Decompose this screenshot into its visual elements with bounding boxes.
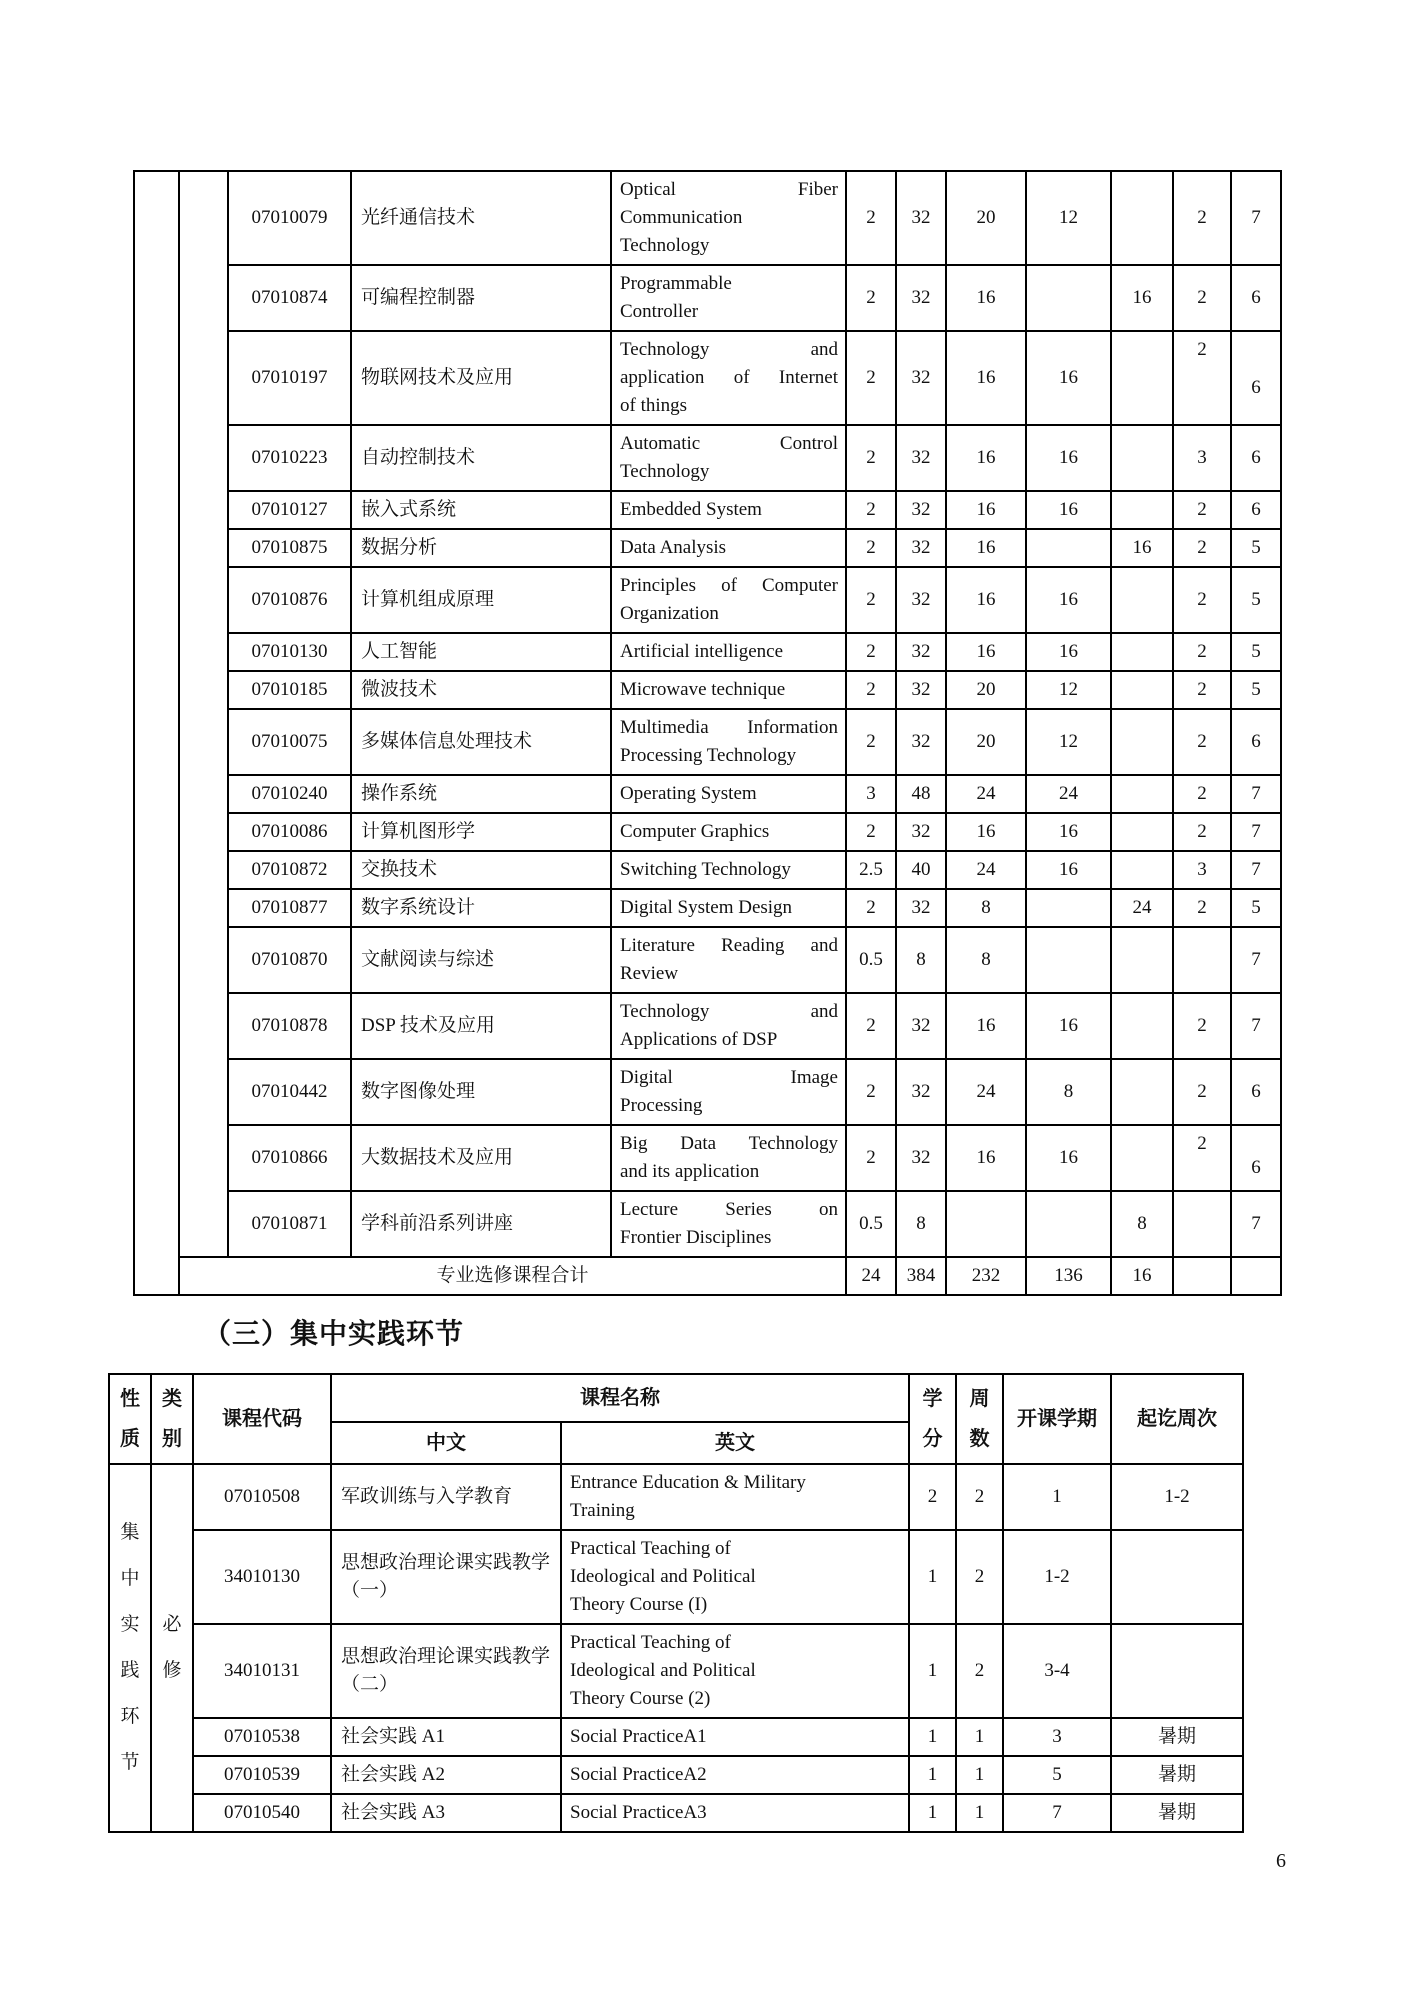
semester-cell: 7 [1003, 1794, 1111, 1832]
course-code-cell: 34010131 [193, 1624, 331, 1718]
computer-hours-cell [1111, 993, 1173, 1059]
weekly-hours-cell: 2 [1173, 1059, 1231, 1125]
semester-cell: 5 [1231, 671, 1281, 709]
lecture-hours-cell: 24 [946, 775, 1026, 813]
practice-table-wrapper [108, 1373, 1244, 1833]
lecture-hours-cell: 16 [946, 529, 1026, 567]
course-code-cell: 07010442 [228, 1059, 351, 1125]
weekly-hours-cell: 2 [1173, 529, 1231, 567]
nature-column-cell: 集中实践环节 [109, 1464, 151, 1832]
course-name-zh-cell: 可编程控制器 [351, 265, 611, 331]
table-row [134, 889, 1281, 927]
total-hours-cell: 40 [896, 851, 946, 889]
weekly-hours-cell: 2 [1173, 171, 1231, 265]
col-course-name-header: 课程名称 [331, 1374, 909, 1422]
semester-cell: 6 [1231, 491, 1281, 529]
table-row [109, 1718, 1243, 1756]
experiment-hours-cell [1026, 927, 1111, 993]
course-name-en-cell: Big Data Technology and its application [611, 1125, 846, 1191]
total-hours-cell: 8 [896, 927, 946, 993]
total-hours-cell: 32 [896, 889, 946, 927]
elective-courses-table [133, 170, 1282, 1296]
lecture-hours-cell: 24 [946, 1059, 1026, 1125]
course-name-en-cell: Practical Teaching of Ideological and Political Theory Course (2) [561, 1624, 909, 1718]
course-name-zh-cell: 计算机组成原理 [351, 567, 611, 633]
credit-cell: 2 [846, 1059, 896, 1125]
course-name-zh-cell: 嵌入式系统 [351, 491, 611, 529]
weekly-hours-cell: 2 [1173, 889, 1231, 927]
computer-hours-cell [1111, 927, 1173, 993]
col-weeks-header: 周数 [956, 1374, 1003, 1464]
weekly-hours-cell: 2 [1173, 567, 1231, 633]
lecture-hours-cell: 24 [946, 851, 1026, 889]
credit-cell: 2 [846, 633, 896, 671]
course-name-en-cell: Digital System Design [611, 889, 846, 927]
semester-cell: 7 [1231, 927, 1281, 993]
computer-hours-cell: 8 [1111, 1191, 1173, 1257]
credit-cell: 0.5 [846, 1191, 896, 1257]
computer-hours-cell [1111, 851, 1173, 889]
course-name-zh-cell: 数字系统设计 [351, 889, 611, 927]
computer-hours-cell: 16 [1111, 529, 1173, 567]
course-code-cell: 07010086 [228, 813, 351, 851]
experiment-hours-cell: 16 [1026, 813, 1111, 851]
credit-cell: 2 [846, 993, 896, 1059]
course-name-zh-cell: 数据分析 [351, 529, 611, 567]
computer-hours-cell [1111, 1125, 1173, 1191]
practice-table [108, 1373, 1244, 1833]
col-credit-header: 学分 [909, 1374, 956, 1464]
course-code-cell: 07010876 [228, 567, 351, 633]
course-name-en-cell: Computer Graphics [611, 813, 846, 851]
section-title: （三）集中实践环节 [203, 1319, 465, 1350]
course-name-en-cell: Entrance Education & Military Training [561, 1464, 909, 1530]
weekrange-cell [1111, 1624, 1243, 1718]
table-row [134, 813, 1281, 851]
credit-cell: 2.5 [846, 851, 896, 889]
course-name-zh-cell: 社会实践 A2 [331, 1756, 561, 1794]
category-column-cell [179, 171, 228, 1257]
lecture-hours-cell: 16 [946, 567, 1026, 633]
lecture-hours-cell: 16 [946, 633, 1026, 671]
lecture-hours-cell: 20 [946, 671, 1026, 709]
credit-cell: 2 [846, 491, 896, 529]
course-name-zh-cell: 计算机图形学 [351, 813, 611, 851]
experiment-hours-cell: 16 [1026, 633, 1111, 671]
weekly-hours-cell: 2 [1173, 1125, 1231, 1191]
weekrange-cell: 1-2 [1111, 1464, 1243, 1530]
course-name-zh-cell: 人工智能 [351, 633, 611, 671]
course-name-zh-cell: 光纤通信技术 [351, 171, 611, 265]
experiment-hours-cell: 16 [1026, 425, 1111, 491]
experiment-hours-cell: 16 [1026, 331, 1111, 425]
lecture-hours-cell: 20 [946, 709, 1026, 775]
weeks-cell: 2 [956, 1530, 1003, 1624]
credit-cell: 2 [846, 709, 896, 775]
weekly-hours-cell: 2 [1173, 813, 1231, 851]
table-row [109, 1530, 1243, 1624]
weeks-cell: 2 [956, 1624, 1003, 1718]
semester-cell: 5 [1231, 633, 1281, 671]
summary-credit-cell: 24 [846, 1257, 896, 1295]
weeks-cell: 2 [956, 1464, 1003, 1530]
total-hours-cell: 32 [896, 265, 946, 331]
course-code-cell: 07010540 [193, 1794, 331, 1832]
course-name-en-cell: Lecture Series on Frontier Disciplines [611, 1191, 846, 1257]
table-row [134, 171, 1281, 265]
course-name-zh-cell: 思想政治理论课实践教学 （一） [331, 1530, 561, 1624]
course-code-cell: 07010870 [228, 927, 351, 993]
semester-cell: 7 [1231, 993, 1281, 1059]
col-weekrange-header: 起讫周次 [1111, 1374, 1243, 1464]
table-row [134, 993, 1281, 1059]
course-code-cell: 07010871 [228, 1191, 351, 1257]
semester-cell: 5 [1231, 889, 1281, 927]
summary-lecture-cell: 232 [946, 1257, 1026, 1295]
total-hours-cell: 48 [896, 775, 946, 813]
weeks-cell: 1 [956, 1756, 1003, 1794]
credit-cell: 1 [909, 1756, 956, 1794]
course-name-en-cell: Optical Fiber Communication Technology [611, 171, 846, 265]
credit-cell: 2 [846, 529, 896, 567]
summary-semester-cell [1231, 1257, 1281, 1295]
col-semester-header: 开课学期 [1003, 1374, 1111, 1464]
elective-courses-table-wrapper [133, 170, 1282, 1296]
computer-hours-cell: 24 [1111, 889, 1173, 927]
total-hours-cell: 32 [896, 633, 946, 671]
experiment-hours-cell: 16 [1026, 567, 1111, 633]
course-name-en-cell: Principles of Computer Organization [611, 567, 846, 633]
computer-hours-cell [1111, 671, 1173, 709]
table-row [134, 1125, 1281, 1191]
experiment-hours-cell: 12 [1026, 671, 1111, 709]
lecture-hours-cell: 16 [946, 813, 1026, 851]
category-column-cell: 必修 [151, 1464, 193, 1832]
lecture-hours-cell: 16 [946, 331, 1026, 425]
course-name-zh-cell: 交换技术 [351, 851, 611, 889]
semester-cell: 3-4 [1003, 1624, 1111, 1718]
semester-cell: 6 [1231, 265, 1281, 331]
course-code-cell: 07010874 [228, 265, 351, 331]
total-hours-cell: 32 [896, 1125, 946, 1191]
total-hours-cell: 32 [896, 993, 946, 1059]
course-name-zh-cell: DSP 技术及应用 [351, 993, 611, 1059]
semester-cell: 6 [1231, 1059, 1281, 1125]
experiment-hours-cell: 16 [1026, 491, 1111, 529]
course-code-cell: 34010130 [193, 1530, 331, 1624]
course-code-cell: 07010872 [228, 851, 351, 889]
col-category-header: 类别 [151, 1374, 193, 1464]
summary-hours-cell: 384 [896, 1257, 946, 1295]
course-name-en-cell: Technology and Applications of DSP [611, 993, 846, 1059]
computer-hours-cell [1111, 331, 1173, 425]
course-name-zh-cell: 自动控制技术 [351, 425, 611, 491]
course-name-en-cell: Artificial intelligence [611, 633, 846, 671]
nature-column-cell [134, 171, 179, 1295]
course-name-zh-cell: 文献阅读与综述 [351, 927, 611, 993]
table-row [134, 1191, 1281, 1257]
course-code-cell: 07010185 [228, 671, 351, 709]
weekly-hours-cell: 2 [1173, 993, 1231, 1059]
total-hours-cell: 32 [896, 671, 946, 709]
course-name-zh-cell: 军政训练与入学教育 [331, 1464, 561, 1530]
weekrange-cell: 暑期 [1111, 1756, 1243, 1794]
semester-cell: 5 [1231, 567, 1281, 633]
course-name-zh-cell: 操作系统 [351, 775, 611, 813]
total-hours-cell: 32 [896, 491, 946, 529]
course-name-en-cell: Practical Teaching of Ideological and Political Theory Course (I) [561, 1530, 909, 1624]
table-row [134, 775, 1281, 813]
experiment-hours-cell: 8 [1026, 1059, 1111, 1125]
credit-cell: 2 [909, 1464, 956, 1530]
lecture-hours-cell [946, 1191, 1026, 1257]
lecture-hours-cell: 8 [946, 927, 1026, 993]
course-name-en-cell: Social PracticeA3 [561, 1794, 909, 1832]
col-en-header: 英文 [561, 1422, 909, 1464]
table-row [134, 529, 1281, 567]
table-row [134, 265, 1281, 331]
experiment-hours-cell: 12 [1026, 171, 1111, 265]
credit-cell: 1 [909, 1624, 956, 1718]
course-code-cell: 07010075 [228, 709, 351, 775]
course-name-en-cell: Social PracticeA2 [561, 1756, 909, 1794]
credit-cell: 2 [846, 813, 896, 851]
experiment-hours-cell [1026, 529, 1111, 567]
weekly-hours-cell: 3 [1173, 425, 1231, 491]
course-name-zh-cell: 社会实践 A1 [331, 1718, 561, 1756]
semester-cell: 7 [1231, 171, 1281, 265]
course-code-cell: 07010130 [228, 633, 351, 671]
course-name-en-cell: Embedded System [611, 491, 846, 529]
course-name-en-cell: Operating System [611, 775, 846, 813]
credit-cell: 1 [909, 1794, 956, 1832]
summary-row [134, 1257, 1281, 1295]
summary-label-cell: 专业选修课程合计 [179, 1257, 846, 1295]
summary-weekly-cell [1173, 1257, 1231, 1295]
course-code-cell: 07010878 [228, 993, 351, 1059]
weekly-hours-cell: 2 [1173, 671, 1231, 709]
course-name-zh-cell: 物联网技术及应用 [351, 331, 611, 425]
table-row [134, 927, 1281, 993]
experiment-hours-cell [1026, 265, 1111, 331]
course-name-zh-cell: 大数据技术及应用 [351, 1125, 611, 1191]
course-name-zh-cell: 思想政治理论课实践教学 （二） [331, 1624, 561, 1718]
weekly-hours-cell: 3 [1173, 851, 1231, 889]
summary-experiment-cell: 136 [1026, 1257, 1111, 1295]
credit-cell: 2 [846, 671, 896, 709]
table-row [134, 633, 1281, 671]
table-row [134, 491, 1281, 529]
col-nature-header: 性质 [109, 1374, 151, 1464]
course-name-en-cell: Data Analysis [611, 529, 846, 567]
experiment-hours-cell [1026, 889, 1111, 927]
table-row [134, 671, 1281, 709]
total-hours-cell: 32 [896, 171, 946, 265]
computer-hours-cell [1111, 813, 1173, 851]
credit-cell: 2 [846, 567, 896, 633]
experiment-hours-cell [1026, 1191, 1111, 1257]
semester-cell: 1-2 [1003, 1530, 1111, 1624]
credit-cell: 2 [846, 889, 896, 927]
course-code-cell: 07010240 [228, 775, 351, 813]
table-row [134, 851, 1281, 889]
semester-cell: 3 [1003, 1718, 1111, 1756]
computer-hours-cell [1111, 171, 1173, 265]
experiment-hours-cell: 16 [1026, 1125, 1111, 1191]
computer-hours-cell [1111, 1059, 1173, 1125]
total-hours-cell: 32 [896, 709, 946, 775]
total-hours-cell: 32 [896, 1059, 946, 1125]
total-hours-cell: 8 [896, 1191, 946, 1257]
course-code-cell: 07010223 [228, 425, 351, 491]
total-hours-cell: 32 [896, 813, 946, 851]
course-code-cell: 07010539 [193, 1756, 331, 1794]
course-code-cell: 07010127 [228, 491, 351, 529]
computer-hours-cell [1111, 709, 1173, 775]
semester-cell: 6 [1231, 1125, 1281, 1191]
weekly-hours-cell [1173, 927, 1231, 993]
table-row [134, 425, 1281, 491]
computer-hours-cell [1111, 425, 1173, 491]
credit-cell: 2 [846, 1125, 896, 1191]
course-name-en-cell: Social PracticeA1 [561, 1718, 909, 1756]
semester-cell: 7 [1231, 813, 1281, 851]
course-name-en-cell: Literature Reading and Review [611, 927, 846, 993]
course-code-cell: 07010875 [228, 529, 351, 567]
course-name-zh-cell: 微波技术 [351, 671, 611, 709]
experiment-hours-cell: 12 [1026, 709, 1111, 775]
col-zh-header: 中文 [331, 1422, 561, 1464]
lecture-hours-cell: 16 [946, 993, 1026, 1059]
table-row [134, 331, 1281, 425]
semester-cell: 7 [1231, 851, 1281, 889]
semester-cell: 6 [1231, 709, 1281, 775]
credit-cell: 0.5 [846, 927, 896, 993]
weekly-hours-cell: 2 [1173, 775, 1231, 813]
semester-cell: 5 [1003, 1756, 1111, 1794]
weeks-cell: 1 [956, 1794, 1003, 1832]
credit-cell: 2 [846, 265, 896, 331]
lecture-hours-cell: 8 [946, 889, 1026, 927]
weekly-hours-cell [1173, 1191, 1231, 1257]
course-name-zh-cell: 多媒体信息处理技术 [351, 709, 611, 775]
experiment-hours-cell: 16 [1026, 993, 1111, 1059]
weekrange-cell: 暑期 [1111, 1794, 1243, 1832]
table-row [109, 1624, 1243, 1718]
table-row [109, 1756, 1243, 1794]
course-code-cell: 07010079 [228, 171, 351, 265]
semester-cell: 5 [1231, 529, 1281, 567]
course-code-cell: 07010508 [193, 1464, 331, 1530]
credit-cell: 2 [846, 171, 896, 265]
course-code-cell: 07010866 [228, 1125, 351, 1191]
course-name-en-cell: Programmable Controller [611, 265, 846, 331]
semester-cell: 6 [1231, 331, 1281, 425]
weekly-hours-cell: 2 [1173, 633, 1231, 671]
table-row [134, 567, 1281, 633]
summary-computer-cell: 16 [1111, 1257, 1173, 1295]
total-hours-cell: 32 [896, 425, 946, 491]
computer-hours-cell [1111, 567, 1173, 633]
course-name-en-cell: Digital Image Processing [611, 1059, 846, 1125]
total-hours-cell: 32 [896, 529, 946, 567]
credit-cell: 3 [846, 775, 896, 813]
course-name-en-cell: Technology and application of Internet of things [611, 331, 846, 425]
table-row [134, 709, 1281, 775]
credit-cell: 2 [846, 331, 896, 425]
table-row [134, 1059, 1281, 1125]
course-name-en-cell: Switching Technology [611, 851, 846, 889]
lecture-hours-cell: 16 [946, 1125, 1026, 1191]
semester-cell: 6 [1231, 425, 1281, 491]
course-code-cell: 07010877 [228, 889, 351, 927]
credit-cell: 1 [909, 1530, 956, 1624]
computer-hours-cell [1111, 775, 1173, 813]
lecture-hours-cell: 16 [946, 425, 1026, 491]
semester-cell: 7 [1231, 775, 1281, 813]
experiment-hours-cell: 16 [1026, 851, 1111, 889]
computer-hours-cell [1111, 633, 1173, 671]
weekly-hours-cell: 2 [1173, 491, 1231, 529]
semester-cell: 7 [1231, 1191, 1281, 1257]
table-row [109, 1794, 1243, 1832]
semester-cell: 1 [1003, 1464, 1111, 1530]
course-name-zh-cell: 学科前沿系列讲座 [351, 1191, 611, 1257]
header-row-1 [109, 1374, 1243, 1422]
weekly-hours-cell: 2 [1173, 331, 1231, 425]
course-name-zh-cell: 数字图像处理 [351, 1059, 611, 1125]
course-name-en-cell: Multimedia Information Processing Technology [611, 709, 846, 775]
computer-hours-cell [1111, 491, 1173, 529]
course-code-cell: 07010538 [193, 1718, 331, 1756]
weeks-cell: 1 [956, 1718, 1003, 1756]
course-name-en-cell: Microwave technique [611, 671, 846, 709]
total-hours-cell: 32 [896, 331, 946, 425]
lecture-hours-cell: 20 [946, 171, 1026, 265]
credit-cell: 2 [846, 425, 896, 491]
weekrange-cell [1111, 1530, 1243, 1624]
experiment-hours-cell: 24 [1026, 775, 1111, 813]
lecture-hours-cell: 16 [946, 265, 1026, 331]
weekly-hours-cell: 2 [1173, 265, 1231, 331]
course-name-zh-cell: 社会实践 A3 [331, 1794, 561, 1832]
weekly-hours-cell: 2 [1173, 709, 1231, 775]
total-hours-cell: 32 [896, 567, 946, 633]
col-code-header: 课程代码 [193, 1374, 331, 1464]
weekrange-cell: 暑期 [1111, 1718, 1243, 1756]
lecture-hours-cell: 16 [946, 491, 1026, 529]
computer-hours-cell: 16 [1111, 265, 1173, 331]
page-number: 6 [1276, 1850, 1286, 1872]
course-name-en-cell: Automatic Control Technology [611, 425, 846, 491]
table-row [109, 1464, 1243, 1530]
credit-cell: 1 [909, 1718, 956, 1756]
course-code-cell: 07010197 [228, 331, 351, 425]
